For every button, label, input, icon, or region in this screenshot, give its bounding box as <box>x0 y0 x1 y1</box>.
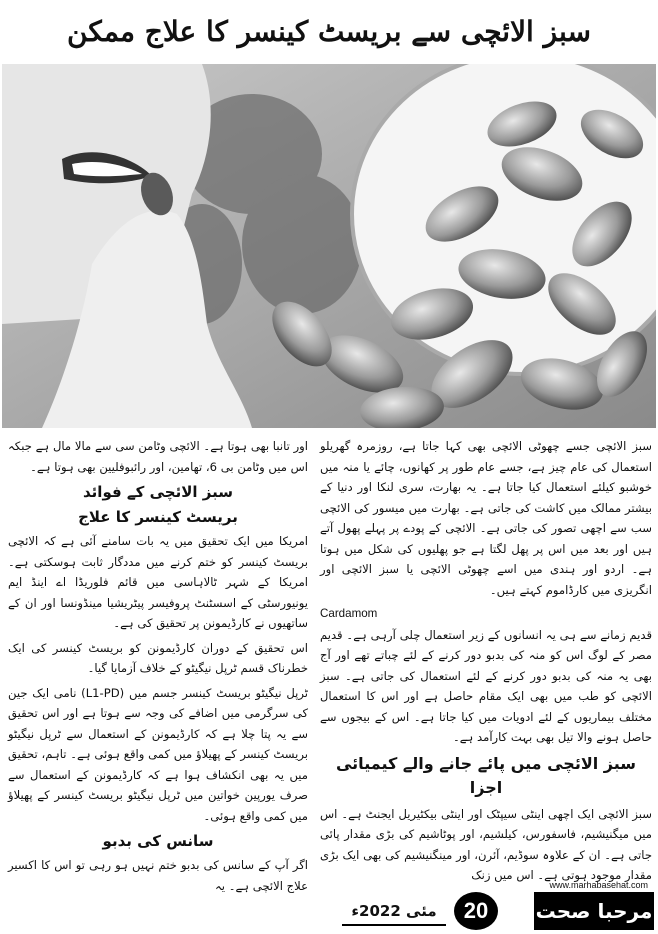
right-column <box>320 436 652 890</box>
chemical-paragraph: سبز الائچی ایک اچھی اینٹی سیپٹک اور اینٹی بیکٹیریل ایجنٹ ہے۔ اس میں میگنیشیم، فاسفورس، کیلشیم، اور پوٹاشیم کی بڑی مقدار پائی جاتی ہے۔ ان کے علاوہ سوڈیم، آئرن، اور مینگنیشیم کی بھی ایک بڑی مقدار موجود ہوتی ہے۔ اس میں زنک <box>320 806 652 882</box>
intro-paragraph: سبز الائچی جسے چھوٹی الائچی بھی کہا جاتا ہے، روزمرہ گھریلو استعمال کی عام چیز ہے، جسے عام طور پر کھانوں، چائے یا منہ میں خوشبو کیلئے استعمال کیا جاتا ہے۔ یہ بھارت، سری لنکا اور دنیا کے بیشتر ممالک میں کاشت کی جاتی ہے۔ بھارت میں میسور کی الائچی سب سے اچھی تصور کی جاتی ہے۔ الائچی کے پودے پر پہلے پھول آتے ہیں اور بعد میں اس پر پھل لگتا ہے جو پھلیوں کی شکل میں ہوتا ہے۔ اردو اور ہندی میں اسے چھوٹی الائچی یا سبز الائچی اور انگریزی میں کارڈاموم کہتے ہیں۔ <box>320 439 652 597</box>
research-paragraph: امریکا میں ایک تحقیق میں یہ بات سامنے آئی ہے کہ الائچی بریسٹ کینسر کو ختم کرنے میں مددگار ثابت ہوسکتی ہے۔ امریکا کے شہر ٹالاہاسی میں قائم فلوریڈا اے اینڈ ایم یونیورسٹی کے اسسٹنٹ پروفیسر پیٹریشیا مینڈونسا اور ان کے ساتھیوں نے کارڈیمونن پر تحقیق کی ہے۔ <box>8 534 308 630</box>
gene-paragraph: ٹرپل نیگیٹو بریسٹ کینسر جسم میں (L1-PD) نامی ایک جین کی سرگرمی میں اضافے کی وجہ سے ہوتا ہے اور اس تحقیق سے یہ پتا چلا ہے کہ کارڈیمونن کے استعمال سے ٹرپل نیگیٹو بریسٹ کینسر کے پھیلاؤ میں کمی واقع ہوئی ہے۔ تاہم، تحقیق میں یہ بھی انکشاف ہوا ہے کہ کارڈیمونن کے استعمال سے صرف یورپین خواتین میں ٹرپل نیگیٹو بریسٹ کینسر کے پھیلاؤ میں کمی واقع ہوئی۔ <box>8 685 308 823</box>
page-footer <box>342 880 654 930</box>
left-column <box>8 436 308 900</box>
history-paragraph: قدیم زمانے سے ہی یہ انسانوں کے زیر استعمال چلی آرہی ہے۔ قدیم مصر کے لوگ اس کو منہ کی بدبو دور کرنے کے لئے چباتے تھے اور آج بھی یہ منہ کی بدبو دور کرنے کے لئے استعمال کی جاتی ہے۔ سبز الائچی کو طب میں بھی ایک مقام حاصل ہے اور اس کا استعمال مختلف بیماریوں کے لئے ادویات میں کیا جاتا ہے۔ اس کے بیجوں سے حاصل ہونے والا تیل بھی بہت کارآمد ہے۔ <box>320 627 652 744</box>
triple-negative-paragraph: اس تحقیق کے دوران کارڈیمونن کو بریسٹ کینسر کی ایک خطرناک قسم ٹرپل نیگیٹو کے خلاف آزمایا گیا۔ <box>8 640 308 675</box>
english-term: Cardamom <box>320 607 378 620</box>
cardamom-photo <box>2 64 656 428</box>
chemical-heading: سبز الائچی میں پائے جانے والے کیمیائی اجزا <box>335 753 637 797</box>
benefits-heading: سبز الائچی کے فوائد <box>83 483 233 501</box>
bad-breath-paragraph: اگر آپ کے سانس کی بدبو ختم نہیں ہو رہی تو اس کا اکسیر علاج الائچی ہے۔ یہ <box>8 858 308 893</box>
website-url: www.marhabasehat.com <box>549 880 648 890</box>
page-number: 20 <box>454 892 498 930</box>
breast-cancer-heading: بریسٹ کینسر کا علاج <box>78 508 238 526</box>
woman-eating-cardamom-photo-icon <box>2 64 656 428</box>
page-title: سبز الائچی سے بریسٹ کینسر کا علاج ممکن <box>67 15 591 48</box>
bad-breath-heading: سانس کی بدبو <box>102 832 214 850</box>
vitamins-paragraph: اور تانبا بھی ہوتا ہے۔ الائچی وٹامن سی سے مالا مال ہے جبکہ اس میں وٹامن بی 6، تھامین، اور رائبوفلیین بھی ہوتا ہے۔ <box>8 439 308 474</box>
magazine-logo: مرحبا صحت <box>534 892 654 930</box>
issue-date: مئی 2022ء <box>342 898 446 926</box>
